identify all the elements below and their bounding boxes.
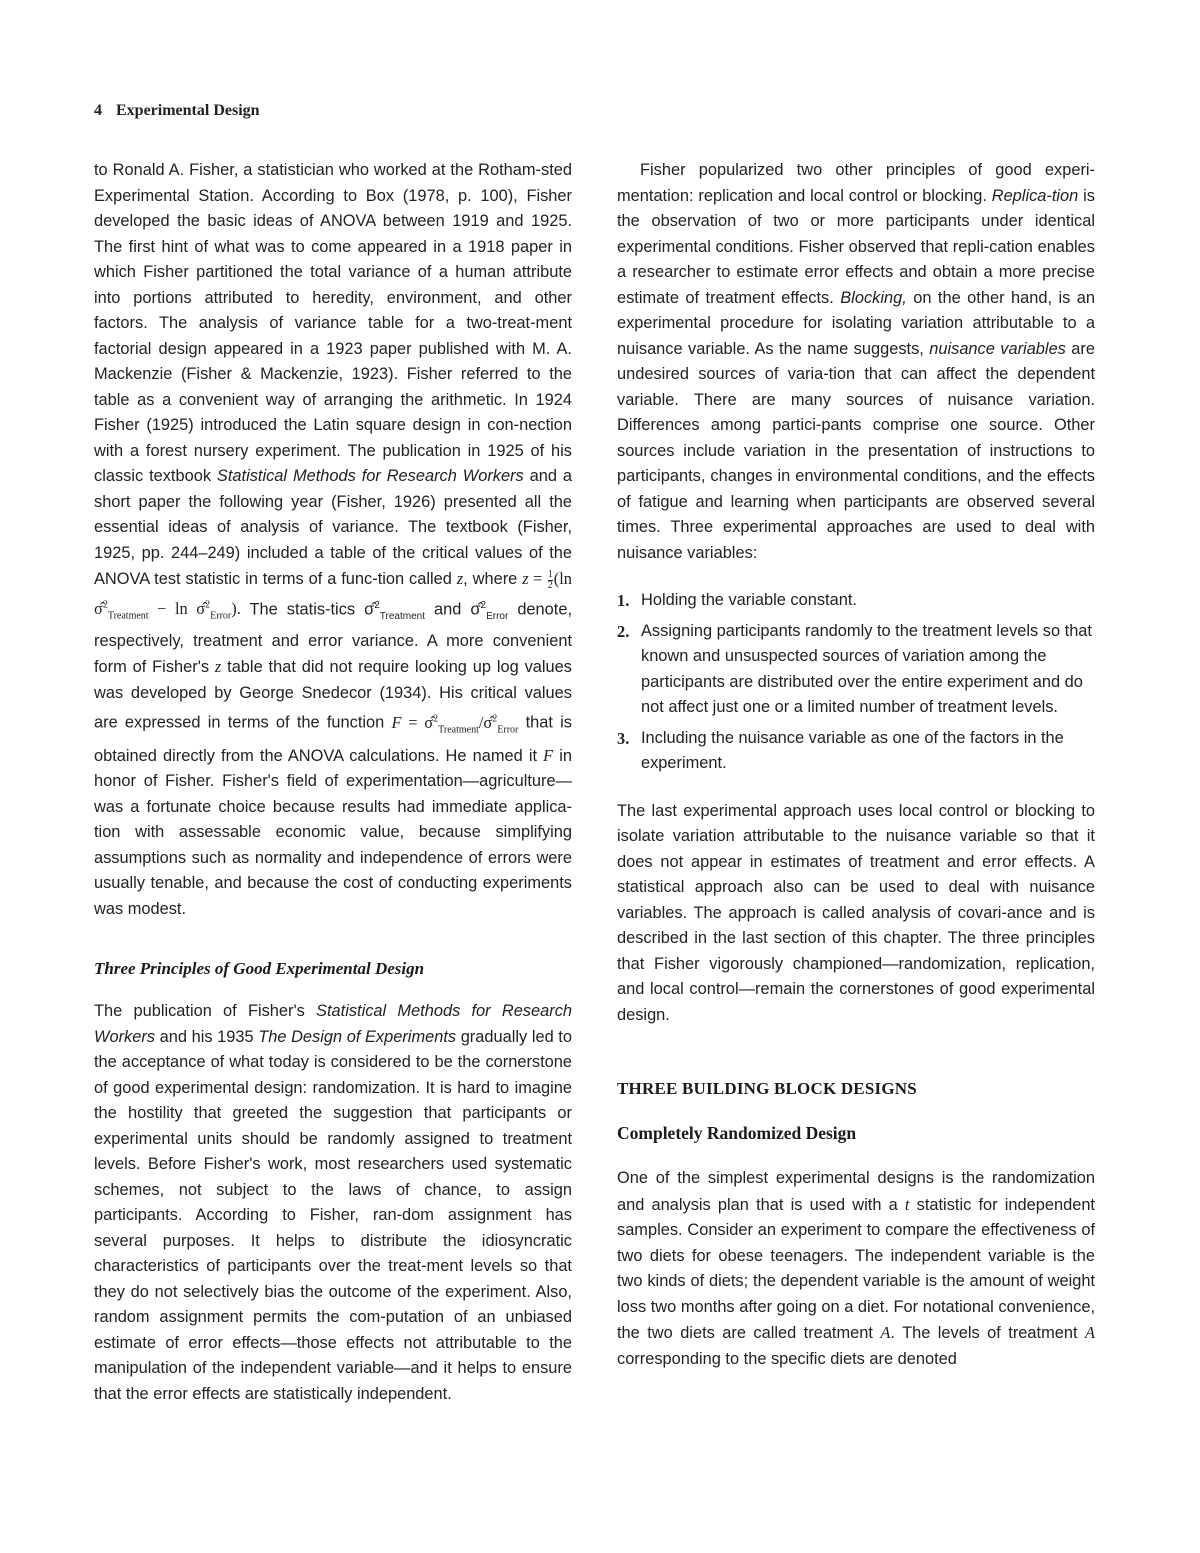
section-heading: THREE BUILDING BLOCK DESIGNS (617, 1079, 917, 1098)
right-paragraph-2: The last experimental approach uses local control or blocking to isolate variation attributable to the nuisance variable so that it does not appear in estimates of treatment and error effects. A statistical approach also can be used to deal with nuisance variables. The approach is called analysis of covari-ance and is described in the last section of this chapter. The three principles that Fisher vigorously championed—randomization, replication, and local control—remain the cornerstones of good experimental design. (617, 801, 1095, 1024)
left-column (94, 158, 572, 1407)
right-column (617, 158, 1095, 1372)
left-paragraph-1: to Ronald A. Fisher, a statistician who worked at the Rotham-sted Experimental Station. According to Box (1978, p. 100), Fisher developed the basic ideas of ANOVA between 1919 and 1925. The first hint of what was to come appeared in a 1918 paper in which Fisher partitioned the total variance of a human attribute into portions attributed to heredity, environment, and other factors. The analysis of variance table for a two-treat-ment factorial design appeared in a 1923 paper published with M. A. Mackenzie (Fisher & Mackenzie, 1923). Fisher referred to the table as a convenient way of arranging the arithmetic. In 1924 Fisher (1925) introduced the Latin square design in con-nection with a forest nursery experiment. The publication in 1925 of his classic textbook Statistical Methods for Research Workers and a short paper the following year (Fisher, 1926) presented all the essential ideas of analysis of variance. The textbook (Fisher, 1925, pp. 244–249) included a table of the critical values of the ANOVA test statistic in terms of a func-tion called z, where z = $\frac{1}{2}$ (ln σ̂$^2_{Treatment}$ − ln σ̂$^2_{Error}$). The statis-tics σ̂$^2_{Treatment}$ and σ̂$^2_{Error}$ denote, respectively, treatment and error variance. A more convenient form of Fisher's z table that did not require looking up log values was developed by George Snedecor (1934). His critical values are expressed in terms of the function F = σ̂$^2_{Treatment}$/σ̂$^2_{Error}$ that is obtained directly from the ANOVA calculations. He named it F in honor of Fisher. Fisher's field of experimentation—agriculture—was a fortunate choice because results had immediate applica-tion with assessable economic value, because simplifying assumptions such as normality and independence of errors were usually tenable, and because the cost of conducting experiments was modest. (94, 161, 573, 918)
subsection-heading-principles: Three Principles of Good Experimental Design (94, 959, 425, 978)
running-head-title: Experimental Design (116, 102, 260, 119)
list-item: 1. Holding the variable constant. (617, 591, 857, 610)
z-equation: z = $\frac{1}{2}$ (ln σ̂$^2_{Treatment}$ − ln σ̂$^2_{Error}$). (94, 568, 572, 622)
page-number: 4 (94, 102, 102, 119)
list-item: 2. Assigning participants randomly to the treatment levels so that known and unsuspected sources of variation among the participants are distributed over the entire experiment and do not affect just one or a limited number of treatment levels. (617, 621, 1092, 716)
left-paragraph-2: The publication of Fisher's Statistical Methods for Research Workers and his 1935 The Design of Experiments gradually led to the acceptance of what today is considered to be the cornerstone of good experimental design: randomization. It is hard to imagine the hostility that greeted the suggestion that participants or experimental units should be randomly assigned to treatment levels. Before Fisher's work, most researchers used systematic schemes, not subject to the laws of chance, to assign participants. According to Fisher, ran-dom assignment has several purposes. It helps to distribute the idiosyncratic characteristics of participants over the treat-ment levels so that they do not selectively bias the outcome of the experiment. Also, random assignment permits the com-putation of an unbiased estimate of error effects—those effects not attributable to the manipulation of the independent variable—and it helps to ensure that the error effects are statistically independent. (94, 1002, 572, 1403)
subsection-heading-crd: Completely Randomized Design (617, 1123, 857, 1143)
approaches-list (617, 588, 1095, 777)
running-head (94, 102, 260, 120)
list-item: 3. Including the nuisance variable as one of the factors in the experiment. (617, 728, 1064, 772)
f-equation: F = σ̂$^2_{Treatment}$/σ̂$^2_{Error}$ (391, 712, 519, 735)
right-paragraph-3: One of the simplest experimental designs is the randomization and analysis plan that is used with a t statistic for independent samples. Consider an experiment to compare the effectiveness of two diets for obese teenagers. The independent variable is the two kinds of diets; the dependent variable is the amount of weight loss two months after going on a diet. For notational convenience, the two diets are called treatment A. The levels of treatment A corresponding to the specific diets are denoted (617, 1169, 1095, 1368)
right-paragraph-1: Fisher popularized two other principles of good experi-mentation: replication and local control or blocking. Replica-tion is the observation of two or more participants under identical experimental conditions. Fisher observed that repli-cation enables a researcher to estimate error effects and obtain a more precise estimate of treatment effects. Blocking, on the other hand, is an experimental procedure for isolating variation attributable to a nuisance variable. As the name suggests, nuisance variables are undesired sources of varia-tion that can affect the dependent variable. There are many sources of nuisance variation. Differences among partici-pants comprise one source. Other sources include variation in the presentation of instructions to participants, changes in environmental conditions, and the effects of fatigue and learning when participants are observed several times. Three experimental approaches are used to deal with nuisance variables: (617, 161, 1095, 562)
